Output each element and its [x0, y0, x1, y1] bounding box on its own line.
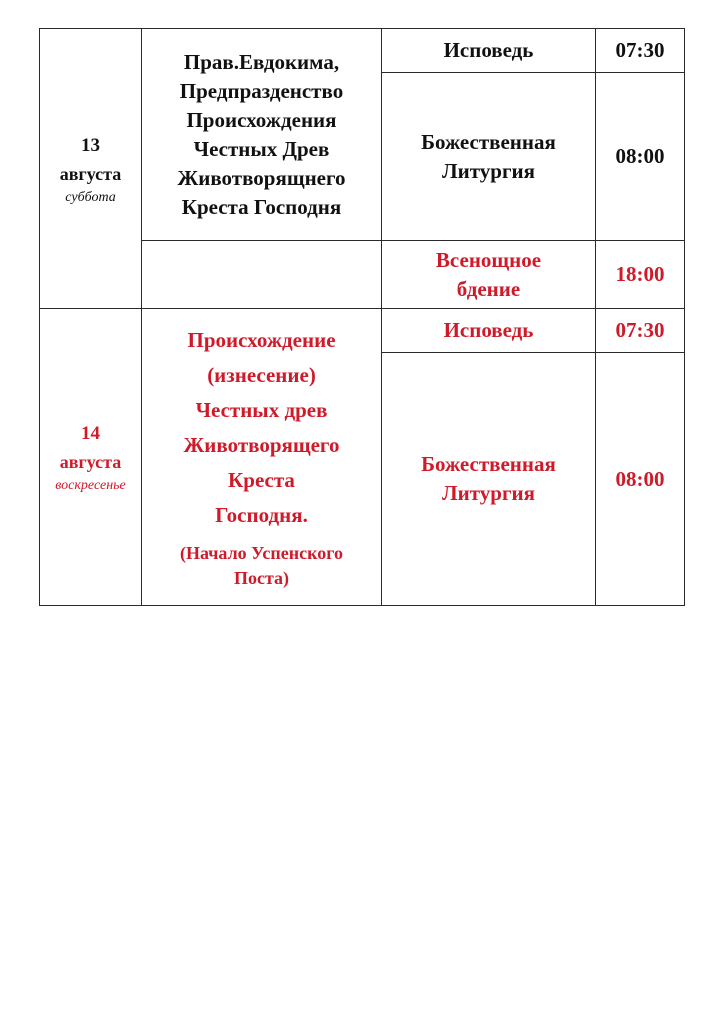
feast-cell-empty: [142, 241, 382, 309]
service-time: 08:00: [596, 353, 685, 606]
service-name-line: Божественная: [421, 129, 556, 154]
feast-note-line: Поста): [233, 568, 290, 588]
day-number: 13: [81, 134, 100, 156]
weekday-name: суббота: [65, 189, 116, 205]
service-name-line: бдение: [456, 276, 521, 301]
feast-cell-14: [142, 309, 382, 606]
feast-note-line: (Начало Успенского: [179, 543, 344, 563]
service-name-line: Исповедь: [443, 38, 534, 62]
feast-cell-13: [142, 29, 382, 241]
feast-line: Креста: [228, 468, 295, 492]
service-name-line: Исповедь: [443, 318, 534, 342]
date-cell-13: [40, 29, 142, 309]
feast-line: Честных древ: [195, 398, 328, 422]
service-time: 07:30: [596, 29, 685, 73]
feast-line: Господня.: [215, 503, 308, 527]
service-name-confession: [382, 309, 596, 353]
table-row: [40, 29, 685, 73]
service-name-vigil: [382, 241, 596, 309]
service-name-line: Литургия: [442, 158, 535, 183]
service-schedule-table: [39, 28, 685, 606]
service-name-confession: [382, 29, 596, 73]
service-name-liturgy: [382, 73, 596, 241]
feast-line: Происхождения: [186, 107, 337, 132]
service-name-line: Божественная: [421, 452, 556, 476]
feast-line: Животворящего: [183, 433, 340, 457]
service-time: 18:00: [596, 241, 685, 309]
feast-line: (изнесение): [207, 363, 316, 387]
service-name-line: Всенощное: [435, 247, 542, 272]
service-time: 08:00: [596, 73, 685, 241]
service-time: 07:30: [596, 309, 685, 353]
feast-line: Происхождение: [187, 328, 336, 352]
feast-line: Прав.Евдокима,: [183, 49, 340, 74]
feast-line: Предпразденство: [179, 78, 344, 103]
feast-note: [146, 541, 377, 591]
weekday-name: воскресенье: [55, 478, 126, 493]
service-name-line: Литургия: [442, 481, 535, 505]
service-name-liturgy: [382, 353, 596, 606]
table-row: [40, 309, 685, 353]
date-cell-14: [40, 309, 142, 606]
month-name: августа: [59, 163, 122, 184]
day-number: 14: [81, 423, 100, 444]
feast-line: Животворящнего: [177, 165, 346, 190]
feast-line: Креста Господня: [181, 194, 342, 219]
month-name: августа: [59, 452, 122, 472]
feast-line: Честных Древ: [193, 136, 330, 161]
